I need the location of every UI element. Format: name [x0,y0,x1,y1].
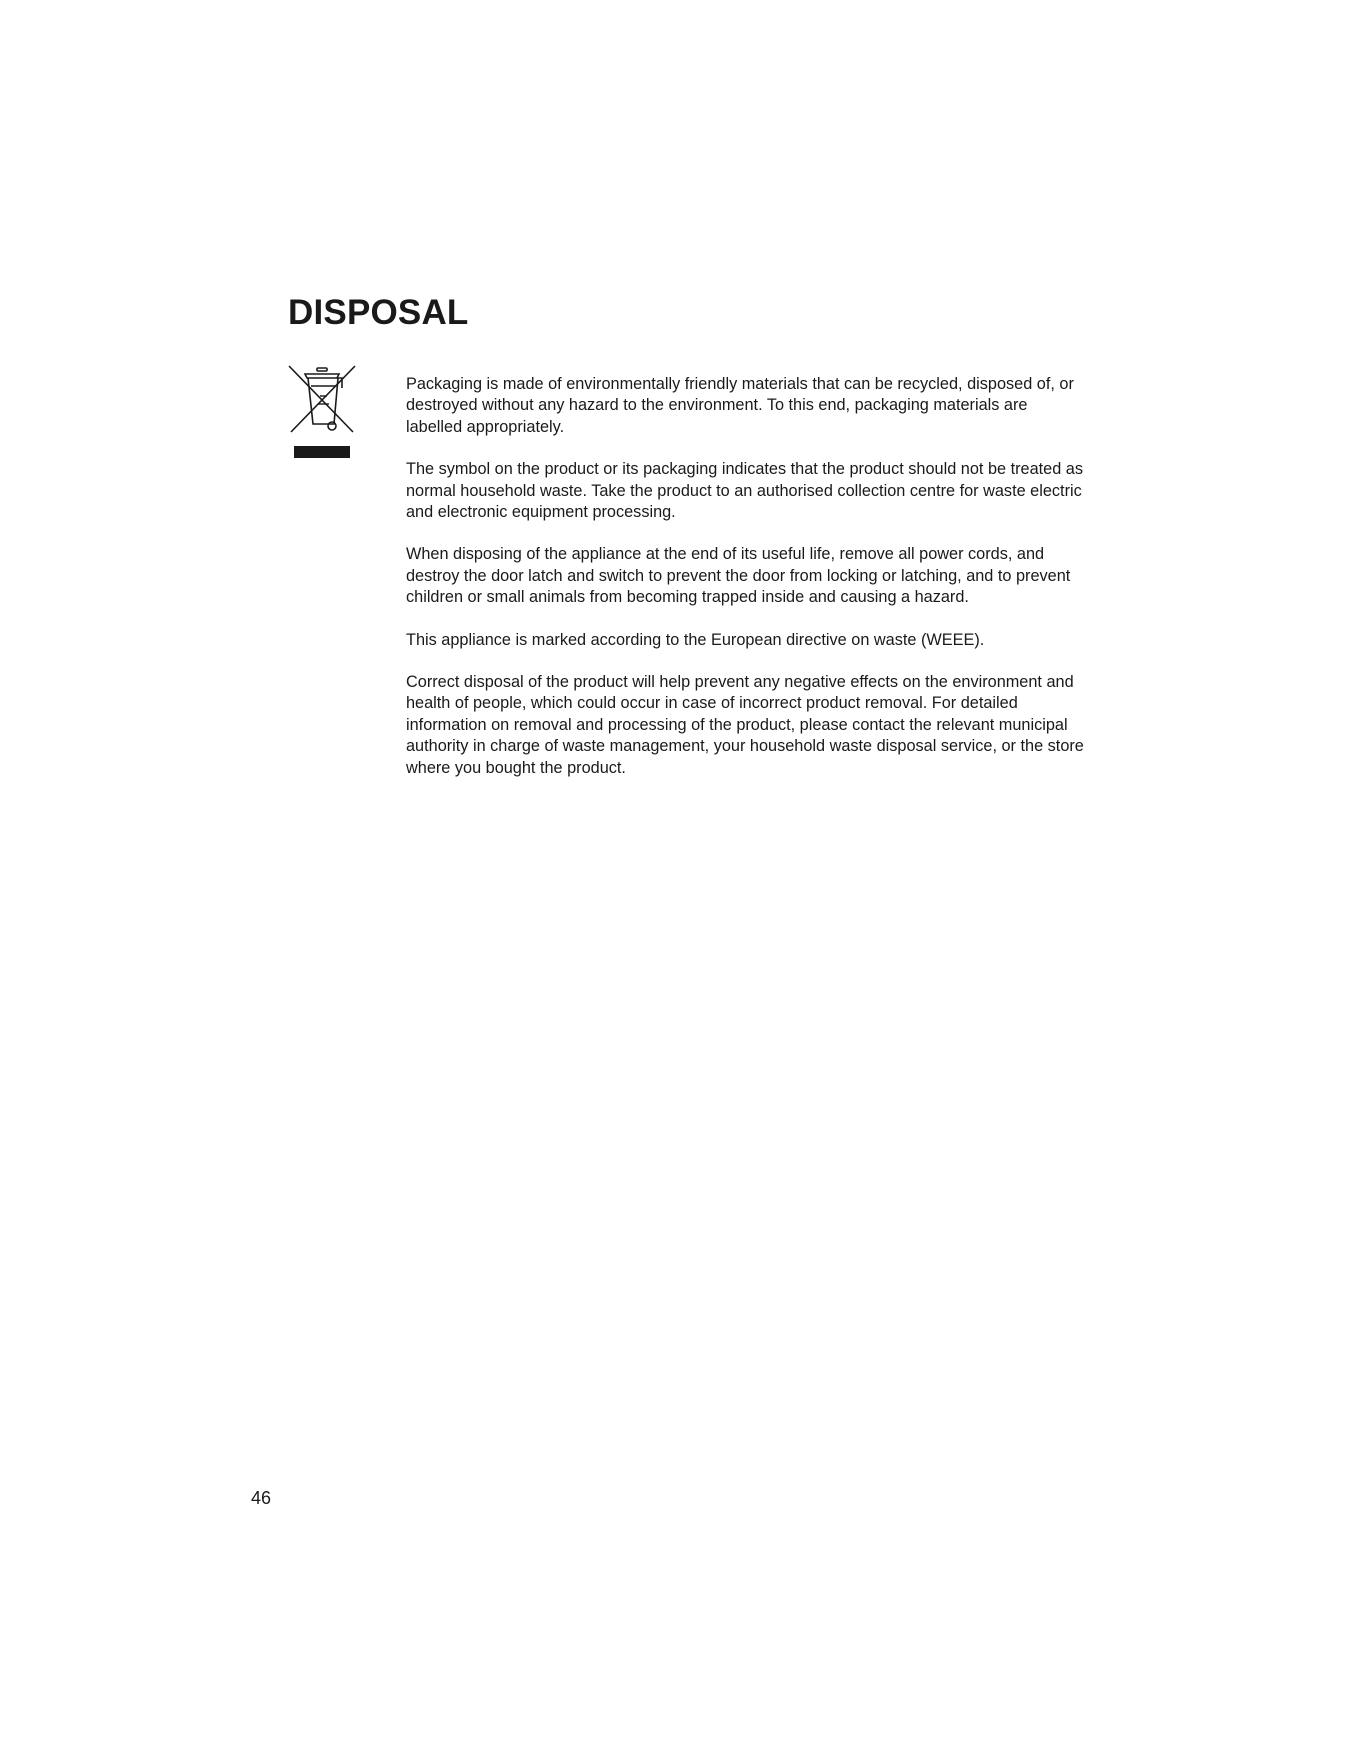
paragraph-packaging: Packaging is made of environmentally friendly materials that can be recycled, disposed of, or destroyed without any hazard to the environment. To this end, packaging materials are labelled appropriately. [406,375,1074,436]
paragraph-symbol: The symbol on the product or its packaging indicates that the product should not be treated as normal household waste. Take the product to an authorised collection centre for waste electric and electronic equipment processing. [406,460,1083,522]
crossed-out-wheelie-bin-icon [287,364,357,460]
disposal-body [406,374,1086,800]
page-number: 46 [251,1488,272,1508]
paragraph-correct-disposal: Correct disposal of the product will help prevent any negative effects on the environment and health of people, which could occur in case of incorrect product removal. For detailed information on removal and processing of the product, please contact the relevant municipal authority in charge of waste management, your household waste disposal service, or the store where you bought the product. [406,673,1084,777]
page-title: DISPOSAL [288,293,469,332]
paragraph-weee-directive: This appliance is marked according to the European directive on waste (WEEE). [406,630,985,649]
paragraph-end-of-life: When disposing of the appliance at the end of its useful life, remove all power cords, and destroy the door latch and switch to prevent the door from locking or latching, and to prevent children or small animals from becoming trapped inside and causing a hazard. [406,545,1071,607]
